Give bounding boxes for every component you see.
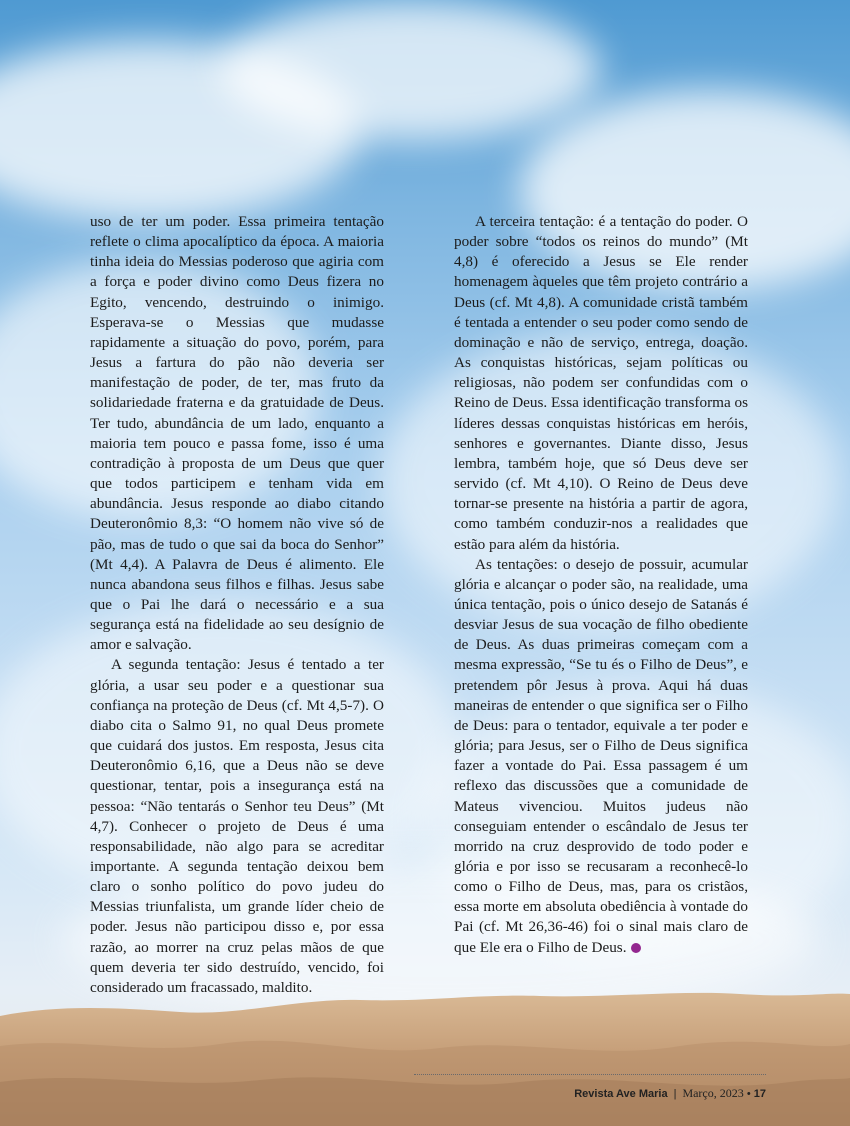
footer-separator: | [673,1088,677,1100]
paragraph: A terceira tentação: é a tentação do poder. O poder sobre “todos os reinos do mundo” (Mt 4,8) é oferecido a Jesus se Ele render homenagem àqueles que têm projeto contrário a Deus (cf. Mt 4,8). A comunidade cristã também é tentada a entender o seu poder como sendo de dominação e não de serviço, entrega, doação. As conquistas históricas, sejam políticas ou religiosas, não podem ser confundidas com o Reino de Deus. Essa identificação transforma os líderes dessas conquistas históricas em heróis, senhores e governantes. Diante disso, Jesus lembra, também hoje, que só Deus deve ser servido (cf. Mt 4,10). O Reino de Deus deve tornar-se presente na história a partir de agora, como também conduzir-nos a realidades que estão para além da história. [454,213,748,553]
footer-rule [414,1074,766,1075]
page-number: 17 [753,1088,766,1100]
issue-date: Março, 2023 [682,1086,744,1100]
magazine-name: Revista Ave Maria [574,1088,668,1100]
paragraph: uso de ter um poder. Essa primeira tentação reflete o clima apocalíptico da época. A maioria tinha ideia do Messias poderoso que agiria com a força e poder divino como Deus fizera no Egito, vencendo, destruindo o inimigo. Esperava-se o Messias que mudasse rapidamente a situação do povo, porém, para Jesus a fartura do pão não deveria ser manifestação de poder, de ter, mas fruto da solidariedade fraterna e da gratuidade de Deus. Ter tudo, abundância de um lado, enquanto a maioria tem pouco e passa fome, isso é uma contradição à proposta de um Deus que quer que todos participem e tenham vida em abundância. Jesus responde ao diabo citando Deuteronômio 8,3: “O homem não vive só de pão, mas de tudo o que sai da boca do Senhor” (Mt 4,4). A Palavra de Deus é alimento. Ele nunca abandona seus filhos e filhas. Jesus sabe que o Pai lhe dará o necessário e a sua segurança está na fidelidade ao seu desígnio de amor e salvação. [90,213,384,654]
article-column-right [454,212,748,958]
sand-dunes [0,986,850,1126]
article-column-left [90,212,384,998]
paragraph: A segunda tentação: Jesus é tentado a ter glória, a usar seu poder e a questionar sua confiança na proteção de Deus (cf. Mt 4,5-7). O diabo cita o Salmo 91, no qual Deus promete que cuidará dos justos. Em resposta, Jesus cita Deuteronômio 6,16, que a Deus não se deve questionar, tentar, pois a insegurança está na pessoa: “Não tentarás o Senhor teu Deus” (Mt 4,7). Conhecer o projeto de Deus é uma responsabilidade, não algo para se acreditar importante. A segunda tentação deixou bem claro o sonho político do povo judeu do Messias triunfalista, um grande líder cheio de poder. Jesus não participou disso e, por essa razão, ao morrer na cruz pelas mãos de que quem deveria ter sido destruído, vencido, foi considerado um fracassado, maldito. [90,656,384,996]
end-of-article-dot-icon [631,943,641,953]
paragraph-text: As tentações: o desejo de possuir, acumular glória e alcançar o poder são, na realidade, uma única tentação, pois o único desejo de Satanás é desviar Jesus de sua vocação de filho obediente de Deus. As duas primeiras começam com a mesma expressão, “Se tu és o Filho de Deus”, e pretendem pôr Jesus à prova. Aqui há duas maneiras de entender o que significa ser o Filho de Deus: para o tentador, equivale a ter poder e glória; para Jesus, ser o Filho de Deus significa fazer a vontade do Pai. Essa passagem é um reflexo das discussões que a comunidade de Mateus vivenciou. Muitos judeus não conseguiam entender o escândalo de Jesus ter morrido na cruz desprovido de todo poder e glória e por isso se recusaram a reconhecê-lo como o Filho de Deus, mas, para os cristãos, essa morte em absoluta obediência à vontade do Pai (cf. Mt 26,36-46) foi o sinal mais claro de que Ele era o Filho de Deus. [454,555,748,956]
paragraph-last [454,555,748,958]
footer-bullet: • [746,1088,751,1100]
page-footer [574,1086,766,1101]
